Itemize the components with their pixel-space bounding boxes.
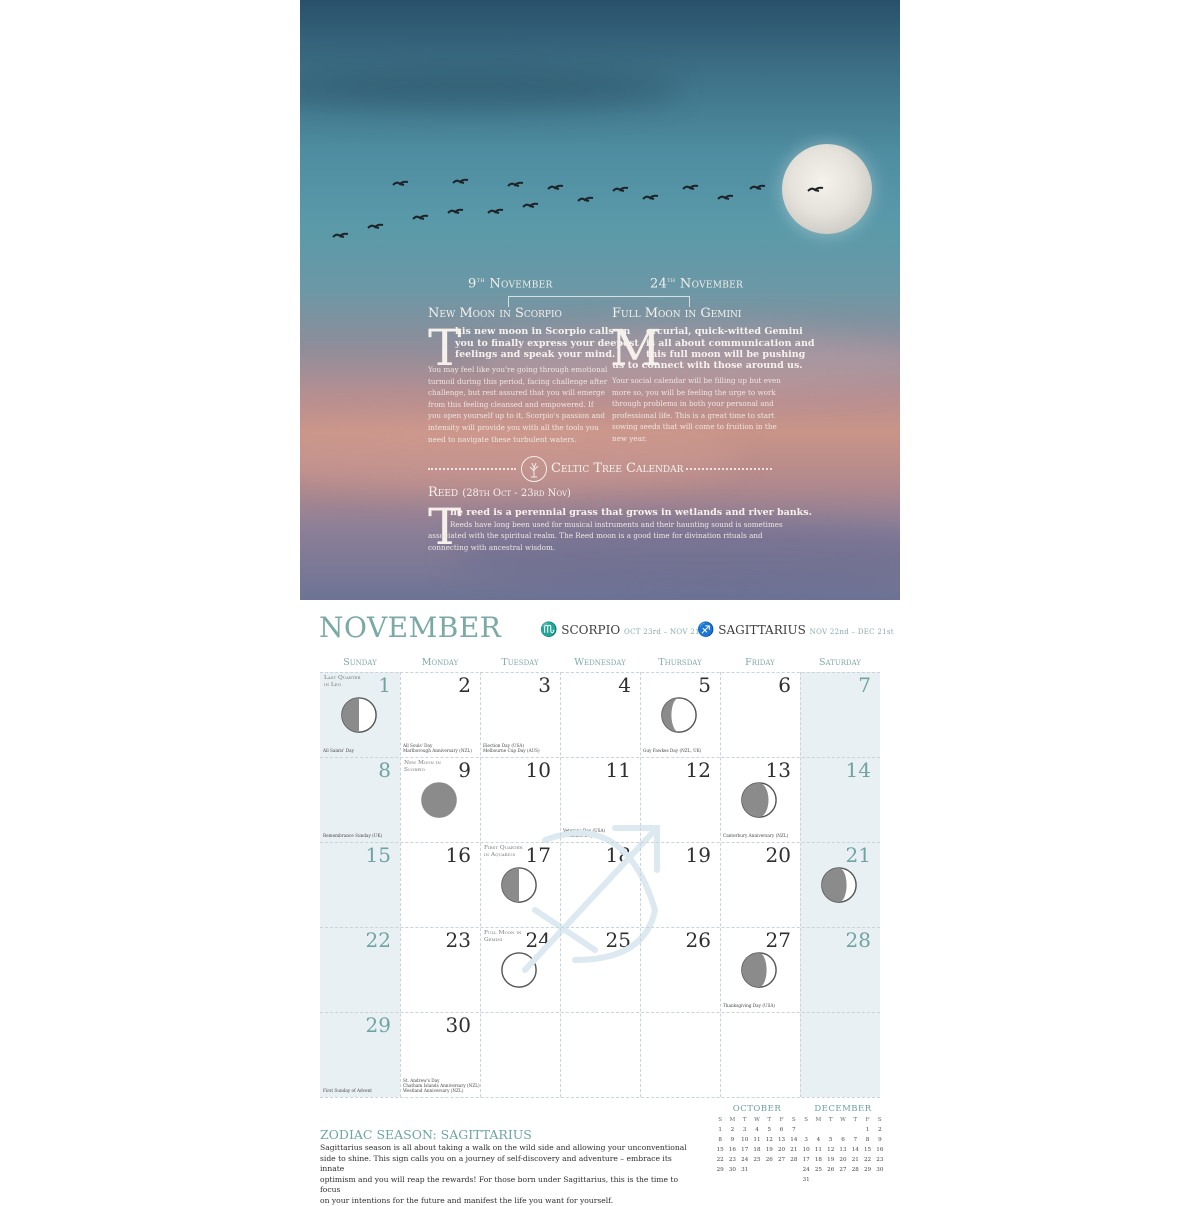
moon-phase-note: First Quarter in Aquarius	[484, 845, 523, 858]
full-moon-title: Full Moon in Gemini	[612, 306, 742, 321]
divider-left	[428, 468, 516, 470]
day-cell-12	[640, 757, 720, 842]
mini-day: 5	[767, 1127, 772, 1133]
mini-weekday-label: S	[791, 1117, 796, 1123]
full-moon-drop-cap: M	[610, 319, 662, 377]
grid-column-divider	[720, 672, 721, 1097]
holiday-label: Guy Fawkes Day (NZL, UK)	[643, 748, 702, 753]
day-number: 14	[845, 758, 871, 782]
celtic-tree-heading: Reed (28th Oct - 23rd Nov)	[428, 485, 571, 500]
mini-day: 31	[802, 1177, 810, 1183]
mini-weekday-label: W	[840, 1117, 846, 1123]
celtic-heading: Celtic Tree Calendar	[551, 461, 684, 476]
mini-day: 20	[839, 1157, 847, 1163]
day-number: 10	[525, 758, 551, 782]
day-number: 26	[685, 928, 711, 952]
mini-day	[788, 1165, 800, 1175]
grid-column-divider	[400, 672, 401, 1097]
day-cell-16	[400, 842, 480, 927]
mini-weekday-label: T	[742, 1117, 747, 1123]
mini-day: 6	[841, 1137, 845, 1143]
mini-day: 19	[827, 1157, 835, 1163]
mini-weekday-label: S	[718, 1117, 723, 1123]
moon-phase-waxing-gibbous-icon	[820, 866, 858, 904]
mini-day	[837, 1175, 849, 1185]
day-cell-24	[480, 927, 560, 1012]
mini-day: 5	[828, 1137, 833, 1143]
mini-weekday-label: M	[815, 1117, 822, 1123]
day-cell-7	[800, 672, 880, 757]
grid-row-divider	[320, 927, 880, 928]
holiday-list	[323, 833, 382, 838]
moon-phase-waxing-crescent-icon	[740, 781, 778, 819]
mini-weekday-label: F	[865, 1117, 870, 1123]
zodiac-season-text: Sagittarius season is all about taking a walk on the wild side and allowing your unconventional side to shine. This sign calls you on a journey of self-discovery and adventure – embrace its innate optimism and you will reap the rewards! For those born under Sagittarius, this is the time to focus on your intentions for the future and manifest the life you want for yourself.	[320, 1143, 687, 1205]
mini-day: 11	[753, 1137, 761, 1143]
moon-phase-note: Full Moon in Gemini	[484, 930, 522, 943]
day-number: 19	[685, 843, 711, 867]
mini-day: 30	[876, 1167, 884, 1173]
zodiac-season-title: ZODIAC SEASON: SAGITTARIUS	[320, 1127, 532, 1142]
mini-day	[775, 1165, 787, 1175]
mini-day: 16	[728, 1147, 736, 1153]
celtic-lead: he reed is a perennial grass that grows in wetlands and river banks.	[450, 507, 812, 518]
grid-column-divider	[800, 672, 801, 1097]
full-moon-lead: ercurial, quick-witted Gemini is all about communication and this full moon will be pushing	[646, 326, 815, 360]
moon-phase-full-icon	[500, 951, 538, 989]
holiday-label: Veterans Day (USA)	[563, 828, 606, 833]
mini-day: 15	[716, 1147, 724, 1153]
mini-day: 27	[839, 1167, 847, 1173]
month-title: NOVEMBER	[319, 611, 502, 644]
day-cell-22	[320, 927, 400, 1012]
full-moon-date: 24th November	[650, 276, 744, 292]
day-cell-19	[640, 842, 720, 927]
day-cell-28	[800, 927, 880, 1012]
mini-day: 28	[790, 1157, 798, 1163]
holiday-list	[723, 1003, 775, 1008]
mini-day: 26	[827, 1167, 835, 1173]
mini-day: 10	[741, 1137, 749, 1143]
day-cell-27	[720, 927, 800, 1012]
day-cell-11	[560, 757, 640, 842]
day-cell-3	[480, 672, 560, 757]
mini-day: 25	[753, 1157, 761, 1163]
mini-day: 23	[876, 1157, 884, 1163]
mini-weekday-label: T	[828, 1117, 833, 1123]
mini-day: 15	[863, 1147, 872, 1153]
mini-day	[825, 1125, 837, 1135]
mini-day: 21	[851, 1157, 859, 1163]
day-number: 29	[365, 1013, 391, 1037]
mini-day: 8	[865, 1137, 870, 1143]
zodiac-sagittarius: ♐ SAGITTARIUS NOV 22nd – DEC 21st	[697, 622, 894, 638]
holiday-list	[723, 833, 788, 838]
holiday-list	[563, 828, 605, 838]
mini-weekday-label: S	[877, 1117, 882, 1123]
full-moon-lead-end: us to connect with those around us.	[612, 360, 803, 371]
mini-day	[800, 1125, 812, 1135]
holiday-label: Melbourne Cup Day (AUS)	[483, 748, 540, 753]
mini-weekday-label: S	[804, 1117, 809, 1123]
day-number: 1	[378, 673, 391, 697]
mini-day: 16	[876, 1147, 884, 1153]
day-cell-1	[320, 672, 400, 757]
day-cell-5	[640, 672, 720, 757]
grid-row-divider	[320, 842, 880, 843]
holiday-label: All Souls' Day	[403, 743, 433, 748]
holiday-list	[403, 1078, 480, 1093]
mini-day: 1	[718, 1127, 722, 1133]
day-number: 8	[378, 758, 391, 782]
mini-calendar-title: DECEMBER	[814, 1104, 872, 1114]
mini-day: 18	[753, 1147, 761, 1153]
mini-day: 4	[755, 1127, 759, 1133]
grid-column-divider	[480, 672, 481, 1097]
holiday-list	[483, 743, 540, 753]
day-cell-13	[720, 757, 800, 842]
mini-day: 10	[802, 1147, 810, 1153]
mini-day: 27	[777, 1157, 786, 1163]
celtic-drop-cap: T	[428, 498, 462, 556]
mini-calendar-october	[714, 1104, 800, 1175]
new-moon-body: You may feel like you're going through emotional turmoil during this period, facing challenge after challenge, but rest assured that you will emerge from this feeling cleansed and empowered. If you open yourself up to it, Scorpio's passion and intensity will provide you with all the tools you need to navigate these turbulent waters.	[428, 365, 608, 444]
grid-row-divider	[320, 757, 880, 758]
mini-day	[837, 1125, 849, 1135]
mini-day: 7	[792, 1127, 796, 1133]
day-number: 6	[778, 673, 791, 697]
holiday-label: First Sunday of Advent	[323, 1088, 372, 1093]
holiday-label: Armistice Day	[563, 833, 593, 838]
day-number: 23	[445, 928, 471, 952]
mini-day: 11	[814, 1147, 822, 1153]
day-number: 3	[538, 673, 551, 697]
day-cell-6	[720, 672, 800, 757]
mini-day	[849, 1175, 861, 1185]
holiday-label: Marlborough Anniversary (NZL)	[403, 748, 472, 753]
empty-day-cell	[640, 1012, 720, 1097]
tree-icon	[521, 456, 547, 482]
mini-day: 6	[779, 1127, 784, 1133]
day-cell-8	[320, 757, 400, 842]
zodiac-scorpio: ♏ SCORPIO OCT 23rd – NOV 21st	[540, 622, 707, 638]
moon-phase-note: Last Quarter in Leo	[324, 675, 361, 688]
mini-day: 18	[814, 1157, 822, 1163]
day-number: 21	[845, 843, 871, 867]
mini-day: 19	[765, 1147, 773, 1153]
divider-right	[686, 468, 772, 470]
day-cell-21	[800, 842, 880, 927]
mini-day: 29	[716, 1167, 724, 1173]
weekday-tuesday: Tuesday	[501, 657, 539, 668]
weekday-thursday: Thursday	[658, 657, 702, 668]
mini-day: 31	[741, 1167, 749, 1173]
mini-day	[825, 1175, 837, 1185]
month-grid	[320, 672, 880, 1097]
mini-day: 30	[728, 1167, 736, 1173]
day-cell-18	[560, 842, 640, 927]
mini-day: 21	[790, 1147, 798, 1153]
empty-day-cell	[560, 1012, 640, 1097]
new-moon-lead: his new moon in Scorpio calls on you to finally express your deepest feelings and speak your mind.	[455, 326, 639, 360]
day-number: 20	[765, 843, 791, 867]
holiday-label: Chatham Islands Anniversary (NZL)	[403, 1083, 480, 1088]
holiday-label: Election Day (USA)	[483, 743, 525, 748]
mini-day: 3	[804, 1137, 808, 1143]
mini-day: 17	[741, 1147, 749, 1153]
mini-weekday-label: T	[767, 1117, 772, 1123]
mini-day: 23	[728, 1157, 736, 1163]
empty-day-cell	[720, 1012, 800, 1097]
moon-phase-note: New Moon in Scorpio	[404, 760, 441, 773]
mini-day	[849, 1125, 861, 1135]
holiday-label: St. Andrew's Day	[403, 1078, 440, 1083]
day-number: 9	[458, 758, 471, 782]
mini-weekday-label: M	[729, 1117, 736, 1123]
celtic-body-first: Reeds have long been used for musical instruments and their haunting sound is sometimes	[450, 520, 783, 529]
mini-calendar-december	[800, 1104, 886, 1185]
mini-day: 22	[716, 1157, 724, 1163]
mini-day: 13	[839, 1147, 847, 1153]
weekday-monday: Monday	[421, 657, 459, 668]
mini-day: 12	[765, 1137, 773, 1143]
mini-day: 26	[765, 1157, 773, 1163]
mini-day: 3	[742, 1127, 747, 1133]
mini-day: 7	[853, 1137, 858, 1143]
day-cell-14	[800, 757, 880, 842]
mini-day: 1	[865, 1127, 870, 1133]
day-number: 7	[858, 673, 871, 697]
mini-day: 25	[814, 1167, 822, 1173]
holiday-label: Thanksgiving Day (USA)	[723, 1003, 776, 1008]
day-number: 18	[605, 843, 631, 867]
day-cell-9	[400, 757, 480, 842]
mini-weekday-label: W	[754, 1117, 760, 1123]
celtic-body-rest: associated with the spiritual realm. The Reed moon is a good time for divination rituals and connecting with ancestral wisdom.	[428, 531, 763, 552]
day-cell-10	[480, 757, 560, 842]
holiday-label: Westland Anniversary (NZL)	[403, 1088, 464, 1093]
mini-weekday-label: F	[779, 1117, 784, 1123]
day-cell-26	[640, 927, 720, 1012]
day-number: 2	[458, 673, 471, 697]
day-number: 4	[618, 673, 631, 697]
new-moon-date: 9th November	[468, 276, 553, 292]
day-number: 5	[698, 673, 711, 697]
day-cell-29	[320, 1012, 400, 1097]
mini-day	[861, 1175, 873, 1185]
day-number: 17	[525, 843, 551, 867]
day-cell-20	[720, 842, 800, 927]
full-moon-image	[782, 144, 872, 234]
day-number: 16	[445, 843, 471, 867]
mini-weekday-label: T	[853, 1117, 858, 1123]
grid-row-divider	[320, 672, 880, 673]
mini-day: 13	[777, 1137, 786, 1143]
day-number: 22	[365, 928, 391, 952]
day-cell-4	[560, 672, 640, 757]
day-cell-25	[560, 927, 640, 1012]
day-cell-2	[400, 672, 480, 757]
mini-day: 14	[790, 1137, 798, 1143]
day-number: 11	[605, 758, 631, 782]
mini-day	[763, 1165, 775, 1175]
day-number: 15	[365, 843, 391, 867]
sagittarius-icon: ♐	[697, 622, 715, 638]
holiday-list	[403, 743, 472, 753]
grid-column-divider	[640, 672, 641, 1097]
weekday-wednesday: Wednesday	[574, 657, 626, 668]
day-cell-23	[400, 927, 480, 1012]
mini-day	[812, 1175, 824, 1185]
holiday-list	[323, 1088, 372, 1093]
mini-day: 28	[851, 1167, 859, 1173]
day-number: 25	[605, 928, 631, 952]
mini-day: 2	[730, 1127, 735, 1133]
mini-day: 24	[741, 1157, 749, 1163]
day-number: 30	[445, 1013, 471, 1037]
mini-day: 14	[851, 1147, 859, 1153]
holiday-list	[323, 748, 354, 753]
mini-day: 24	[802, 1167, 810, 1173]
mini-day	[874, 1175, 886, 1185]
weekday-saturday: Saturday	[818, 657, 862, 668]
grid-column-divider	[560, 672, 561, 1097]
mini-calendar-title: OCTOBER	[732, 1104, 782, 1114]
mini-day: 8	[718, 1137, 722, 1143]
day-cell-17	[480, 842, 560, 927]
mini-day: 4	[816, 1137, 821, 1143]
mini-day	[751, 1165, 763, 1175]
mini-day: 9	[730, 1137, 735, 1143]
day-cell-30	[400, 1012, 480, 1097]
mini-day: 2	[878, 1127, 882, 1133]
moon-phase-first-icon	[500, 866, 538, 904]
day-number: 12	[685, 758, 711, 782]
moon-phase-last-icon	[340, 696, 378, 734]
day-number: 13	[765, 758, 791, 782]
holiday-label: Remembrance Sunday (UK)	[323, 833, 383, 838]
day-number: 28	[845, 928, 871, 952]
mini-day	[812, 1125, 824, 1135]
new-moon-drop-cap: T	[428, 319, 462, 377]
new-moon-title: New Moon in Scorpio	[428, 306, 562, 321]
empty-day-cell	[480, 1012, 560, 1097]
day-number: 24	[525, 928, 551, 952]
grid-row-divider	[320, 1012, 880, 1013]
holiday-list	[643, 748, 701, 753]
full-moon-body: Your social calendar will be filling up but even more so, you will be feeling the urge to work through problems in both your personal and professional life. This is a great time to start sowing seeds that will come to fruition in the new year.	[612, 376, 781, 443]
mini-day: 9	[878, 1137, 882, 1143]
mini-day: 29	[863, 1167, 872, 1173]
moon-phase-waning-crescent-icon	[660, 696, 698, 734]
moon-phase-waning-gibbous-icon	[740, 951, 778, 989]
mini-day: 17	[802, 1157, 810, 1163]
mini-day: 22	[863, 1157, 872, 1163]
scorpio-icon: ♏	[540, 622, 558, 638]
day-cell-15	[320, 842, 400, 927]
grid-row-divider	[320, 1097, 880, 1098]
holiday-label: All Saints' Day	[323, 748, 354, 753]
empty-day-cell	[800, 1012, 880, 1097]
mini-day: 20	[777, 1147, 786, 1153]
moon-phase-new-icon	[420, 781, 458, 819]
weekday-friday: Friday	[745, 657, 775, 668]
mini-day: 12	[827, 1147, 835, 1153]
holiday-label: Canterbury Anniversary (NZL)	[723, 833, 789, 838]
weekday-sunday: Sunday	[343, 657, 377, 668]
day-number: 27	[765, 928, 791, 952]
